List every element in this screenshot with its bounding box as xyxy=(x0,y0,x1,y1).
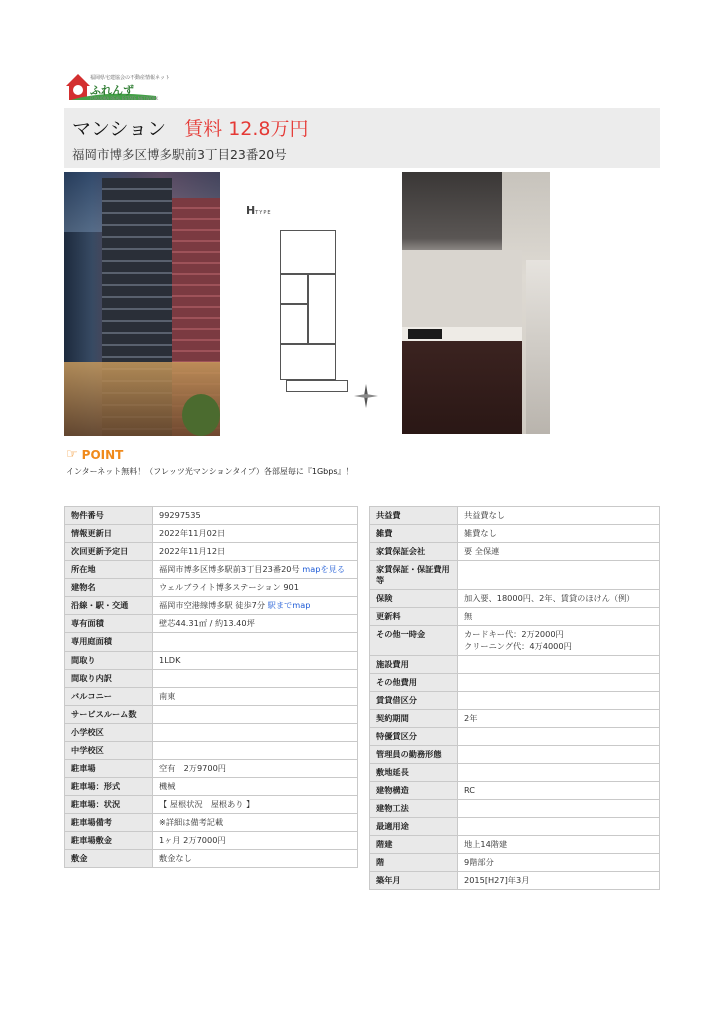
table-row xyxy=(370,745,660,763)
row-label: 賃貸借区分 xyxy=(370,691,458,709)
row-label: 物件番号 xyxy=(65,507,153,525)
property-type: マンション xyxy=(72,118,167,140)
table-row xyxy=(65,597,358,615)
row-label: 建物工法 xyxy=(370,800,458,818)
row-value xyxy=(458,655,660,673)
row-label: 小学校区 xyxy=(65,723,153,741)
row-value xyxy=(153,543,358,561)
row-value xyxy=(458,543,660,561)
floorplan-type-label: HTYPE xyxy=(246,204,272,217)
row-label: 間取り内訳 xyxy=(65,669,153,687)
row-label: 駐車場：状況 xyxy=(65,796,153,814)
table-row xyxy=(65,651,358,669)
row-label: 雑費 xyxy=(370,525,458,543)
map-link[interactable]: 駅までmap xyxy=(267,600,311,611)
table-row xyxy=(65,633,358,651)
row-value-text: 2022年11月02日 xyxy=(159,528,226,539)
table-row xyxy=(370,561,660,590)
row-value xyxy=(458,626,660,655)
table-row xyxy=(370,507,660,525)
row-value-text: 【 屋根状況 屋根あり 】 xyxy=(159,799,255,809)
row-label: その他費用 xyxy=(370,673,458,691)
table-row xyxy=(370,727,660,745)
row-value-text: 要 全保連 xyxy=(464,546,500,557)
row-value xyxy=(153,597,358,615)
row-value xyxy=(458,561,660,590)
table-row xyxy=(370,836,660,854)
table-row xyxy=(370,818,660,836)
row-label: 駐車場：形式 xyxy=(65,777,153,795)
row-value xyxy=(153,777,358,795)
row-value-text: 2年 xyxy=(464,712,478,723)
row-value-text: 加入要、18000円、2年、賃貸のほけん（例） xyxy=(464,593,635,604)
table-row xyxy=(370,673,660,691)
row-value-text: 雑費なし xyxy=(464,528,497,539)
row-label: 敷金 xyxy=(65,850,153,868)
row-value xyxy=(458,727,660,745)
row-label: バルコニー xyxy=(65,687,153,705)
row-value xyxy=(458,608,660,626)
row-label: 施設費用 xyxy=(370,655,458,673)
row-label: 所在地 xyxy=(65,561,153,579)
row-value-text: 無 xyxy=(464,611,473,622)
row-value xyxy=(458,590,660,608)
page-title xyxy=(72,114,309,141)
row-value-text-2: クリーニング代：4万4000円 xyxy=(464,640,572,651)
row-value-text: 地上14階建 xyxy=(464,839,508,850)
row-value-text: 機械 xyxy=(159,780,176,791)
table-row xyxy=(65,814,358,832)
table-row xyxy=(65,507,358,525)
row-value xyxy=(458,854,660,872)
row-value xyxy=(153,759,358,777)
row-value xyxy=(458,525,660,543)
row-value-text: RC xyxy=(464,785,475,795)
table-row xyxy=(65,850,358,868)
table-row xyxy=(65,525,358,543)
row-value-text: 1LDK xyxy=(159,654,181,665)
row-value xyxy=(153,579,358,597)
building-photo[interactable] xyxy=(64,172,220,436)
logo-tagline: 福岡県宅建協会の不動産情報ネット xyxy=(90,75,171,81)
row-label: 間取り xyxy=(65,651,153,669)
row-value-text: 福岡市空港線博多駅 徒歩7分 xyxy=(159,600,266,611)
row-label: 契約期間 xyxy=(370,709,458,727)
table-row xyxy=(65,723,358,741)
table-row xyxy=(370,655,660,673)
row-label: 専有面積 xyxy=(65,615,153,633)
row-value xyxy=(153,723,358,741)
row-value-text: 9階部分 xyxy=(464,857,494,868)
row-label: その他一時金 xyxy=(370,626,458,655)
row-label: 駐車場敷金 xyxy=(65,832,153,850)
row-label: 家賃保証・保証費用等 xyxy=(370,561,458,590)
row-value-text: 99297535 xyxy=(159,510,201,520)
row-label: 築年月 xyxy=(370,872,458,890)
table-row xyxy=(370,872,660,890)
row-label: 敷地延長 xyxy=(370,763,458,781)
table-row xyxy=(370,590,660,608)
table-row xyxy=(65,741,358,759)
row-label: 沿線・駅・交通 xyxy=(65,597,153,615)
table-row xyxy=(370,782,660,800)
row-label: サービスルーム数 xyxy=(65,705,153,723)
row-label: 階 xyxy=(370,854,458,872)
row-value xyxy=(153,832,358,850)
row-value xyxy=(153,669,358,687)
row-value xyxy=(458,782,660,800)
row-value xyxy=(458,673,660,691)
row-value xyxy=(458,818,660,836)
table-row xyxy=(370,543,660,561)
row-value xyxy=(153,850,358,868)
row-value xyxy=(458,709,660,727)
table-row xyxy=(65,777,358,795)
row-label: 中学校区 xyxy=(65,741,153,759)
point-text: インターネット無料！（フレッツ光マンションタイプ）各部屋毎に『1Gbps』！ xyxy=(66,467,354,476)
row-value xyxy=(153,796,358,814)
logo-subtitle: FUKUOKA REAL ESTATE NETWORK xyxy=(90,96,159,101)
row-value-text: 壁芯44.31㎡ / 約13.40坪 xyxy=(159,618,255,629)
table-row xyxy=(370,763,660,781)
kitchen-photo[interactable] xyxy=(402,172,550,434)
row-value xyxy=(153,651,358,669)
row-label: 建物名 xyxy=(65,579,153,597)
row-value-text: 空有 2万9700円 xyxy=(159,762,226,773)
point-heading: ☞ POINT xyxy=(66,447,124,462)
table-row xyxy=(65,615,358,633)
floorplan-image[interactable] xyxy=(240,190,390,420)
table-row xyxy=(370,626,660,655)
row-value-text: 1ヶ月 2万7000円 xyxy=(159,835,226,846)
row-value-text: 共益費なし xyxy=(464,510,505,520)
row-value-text: カードキー代：2万2000円 xyxy=(464,629,564,640)
property-info-table-left xyxy=(64,506,358,868)
row-value xyxy=(458,691,660,709)
table-row xyxy=(65,796,358,814)
row-value xyxy=(458,763,660,781)
row-label: 家賃保証会社 xyxy=(370,543,458,561)
row-label: 保険 xyxy=(370,590,458,608)
row-value-text: 福岡市博多区博多駅前3丁目23番20号 xyxy=(159,564,300,575)
row-label: 管理員の勤務形態 xyxy=(370,745,458,763)
table-row xyxy=(370,800,660,818)
table-row xyxy=(370,608,660,626)
table-row xyxy=(370,691,660,709)
table-row xyxy=(65,687,358,705)
row-label: 専用庭面積 xyxy=(65,633,153,651)
row-value xyxy=(458,836,660,854)
row-value xyxy=(458,872,660,890)
table-row xyxy=(65,543,358,561)
property-address: 福岡市博多区博多駅前3丁目23番20号 xyxy=(72,147,287,162)
table-row xyxy=(65,705,358,723)
row-value xyxy=(153,561,358,579)
compass-icon xyxy=(352,382,380,410)
property-info-table-right xyxy=(369,506,660,890)
row-label: 駐車場備考 xyxy=(65,814,153,832)
hand-pointer-icon: ☞ xyxy=(66,447,78,462)
row-value xyxy=(153,633,358,651)
row-value-text: 敷金なし xyxy=(159,853,192,864)
row-value xyxy=(153,525,358,543)
table-row xyxy=(370,709,660,727)
row-label: 駐車場 xyxy=(65,759,153,777)
row-value xyxy=(458,507,660,525)
table-row xyxy=(65,832,358,850)
row-value xyxy=(153,705,358,723)
row-value-text: ウェルブライト博多ステーション 901 xyxy=(159,582,299,593)
rent-price: 賃料 12.8万円 xyxy=(184,118,309,140)
table-row xyxy=(65,579,358,597)
row-value-text: ※詳細は備考記載 xyxy=(159,817,224,828)
row-value xyxy=(458,800,660,818)
row-value-text: 南東 xyxy=(159,690,176,701)
row-label: 次回更新予定日 xyxy=(65,543,153,561)
row-label: 情報更新日 xyxy=(65,525,153,543)
row-label: 最適用途 xyxy=(370,818,458,836)
row-value xyxy=(458,745,660,763)
table-row xyxy=(65,561,358,579)
row-label: 更新料 xyxy=(370,608,458,626)
row-value xyxy=(153,741,358,759)
row-value xyxy=(153,687,358,705)
row-label: 特優賃区分 xyxy=(370,727,458,745)
table-row xyxy=(370,525,660,543)
row-label: 共益費 xyxy=(370,507,458,525)
row-value xyxy=(153,615,358,633)
row-value xyxy=(153,814,358,832)
logo-wordmark: ふれんず xyxy=(90,84,134,97)
row-label: 階建 xyxy=(370,836,458,854)
title-box xyxy=(64,108,660,168)
row-value xyxy=(153,507,358,525)
row-value-text: 2015[H27]年3月 xyxy=(464,875,530,886)
row-label: 建物構造 xyxy=(370,782,458,800)
table-row xyxy=(65,759,358,777)
table-row xyxy=(370,854,660,872)
table-row xyxy=(65,669,358,687)
map-link[interactable]: mapを見る xyxy=(302,564,346,575)
row-value-text: 2022年11月12日 xyxy=(159,546,226,557)
